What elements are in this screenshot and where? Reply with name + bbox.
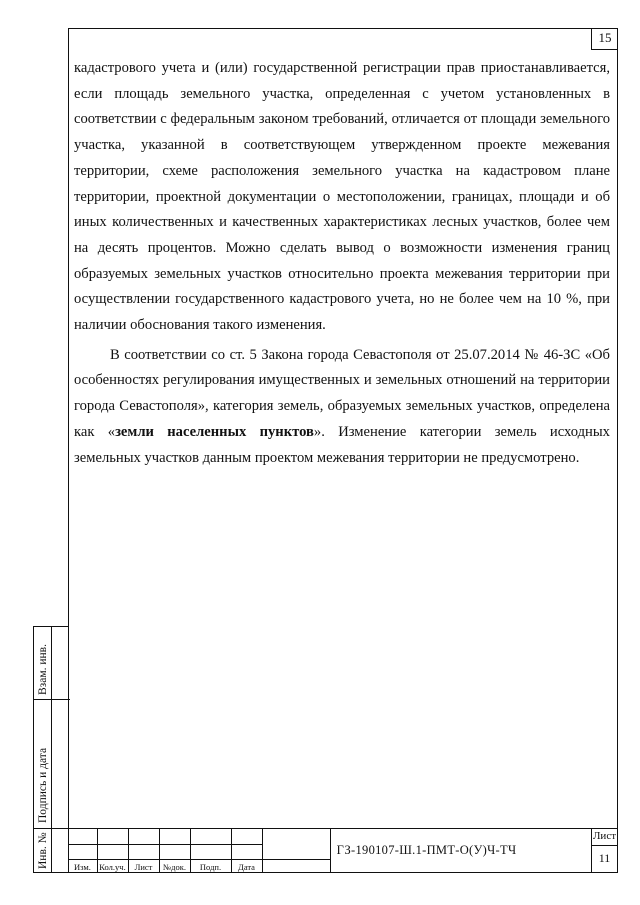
document-body — [74, 56, 610, 471]
sheet-number: 11 — [598, 851, 611, 865]
tb-line — [68, 859, 330, 860]
title-block — [68, 828, 618, 873]
paragraph-2 — [74, 343, 610, 472]
inv-no-label: Инв. № — [37, 832, 49, 869]
page-number: 15 — [591, 28, 618, 50]
paragraph-2-text-before: В соответствии со ст. 5 Закона города Севастополя от 25.07.2014 № 46-ЗС «Об особенностях регулирования имущественных и земельных отношений на территории города Севастополя», категория земель, образуемых земельных участков, определена как « — [74, 346, 610, 440]
paragraph-1-text: кадастрового учета и (или) государственной регистрации прав приостанавливается, если площадь земельного участка, определенная с учетом установленных в соответствии с федеральным законом требований, отличается от площади земельного участка, указанной в соответствующем утвержденном проекте межевания территории, схеме расположения земельного участка на кадастровом плане территории, проектной документации о местоположении, границах, площади и об иных количественных и качественных характеристиках лесных участков, более чем на десять процентов. Можно сделать вывод о возможности изменения границ образуемых земельных участков относительно проекта межевания территории при осуществлении государственного кадастрового учета, но не более чем на 10 %, при наличии обоснования такого изменения. — [74, 60, 610, 334]
replace-inv-label: Взам. инв. — [37, 644, 49, 695]
paragraph-1 — [74, 56, 610, 339]
sheet-label: Лист — [592, 830, 617, 842]
tb-line — [591, 845, 618, 846]
col-list: Лист — [134, 862, 153, 872]
side-row-line — [34, 699, 70, 700]
side-divider — [51, 627, 52, 872]
signature-date-label: Подпись и дата — [37, 747, 49, 823]
side-stamp-strip — [33, 626, 69, 873]
side-row-line — [34, 828, 70, 829]
col-izm: Изм. — [74, 862, 91, 872]
col-podp: Подп. — [199, 862, 222, 872]
col-data: Дата — [238, 862, 255, 872]
paragraph-2-text-after: ». Изменение категории земель исходных земельных участков данным проектом межевания территории не предусмотрено. — [74, 423, 610, 466]
col-kol-uch: Кол.уч. — [99, 862, 126, 872]
paragraph-2-bold: земли населенных пунктов — [115, 423, 314, 440]
document-code: ГЗ-190107-Ш.1-ПМТ-О(У)Ч-ТЧ — [336, 843, 517, 857]
tb-line — [68, 844, 262, 845]
col-ndok: №док. — [163, 862, 186, 872]
